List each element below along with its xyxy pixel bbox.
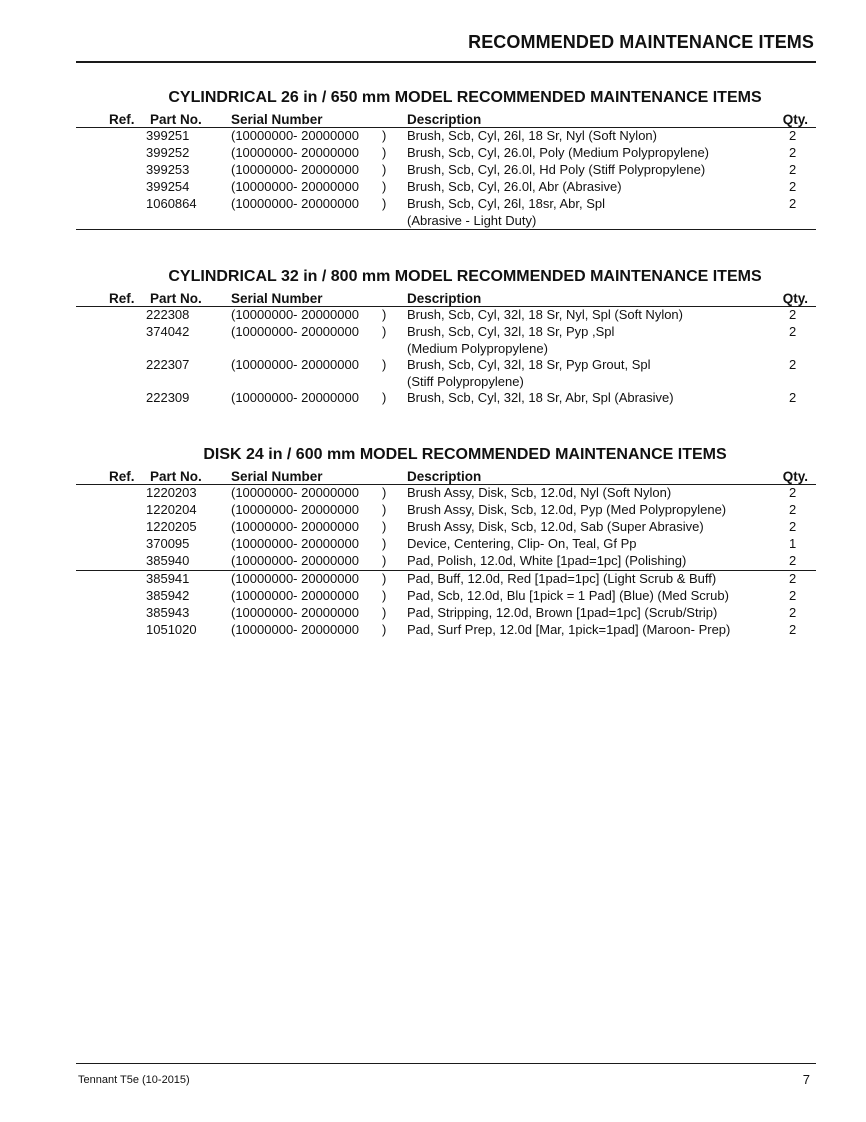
serial-close: ) <box>382 622 387 637</box>
description: Brush, Scb, Cyl, 26l, 18 Sr, Nyl (Soft Nylon) <box>407 128 657 143</box>
table-row <box>76 622 816 639</box>
part-number: 385941 <box>146 571 190 586</box>
col-part-header: Part No. <box>150 112 202 127</box>
quantity: 2 <box>789 307 797 322</box>
quantity: 2 <box>789 519 797 534</box>
table-row <box>76 307 816 324</box>
part-number: 399252 <box>146 145 190 160</box>
description-line: Brush, Scb, Cyl, 32l, 18 Sr, Pyp ,Spl <box>407 324 615 339</box>
quantity: 2 <box>789 588 797 603</box>
description-line: (Medium Polypropylene) <box>407 340 548 356</box>
section-title: CYLINDRICAL 26 in / 650 mm MODEL RECOMMENDED MAINTENANCE ITEMS <box>168 89 762 106</box>
description: Pad, Stripping, 12.0d, Brown [1pad=1pc] (Scrub/Strip) <box>407 605 718 620</box>
quantity: 2 <box>789 571 797 586</box>
description: Brush, Scb, Cyl, 32l, 18 Sr, Abr, Spl (Abrasive) <box>407 390 674 405</box>
description <box>407 324 614 357</box>
col-ref-header: Ref. <box>109 112 135 127</box>
part-number: 1220203 <box>146 485 197 500</box>
col-part-header: Part No. <box>150 291 202 306</box>
serial-range: (10000000- 20000000 <box>231 307 359 322</box>
description: Brush, Scb, Cyl, 32l, 18 Sr, Nyl, Spl (Soft Nylon) <box>407 307 683 322</box>
description-line: Brush, Scb, Cyl, 32l, 18 Sr, Pyp Grout, Spl <box>407 357 651 372</box>
col-qty-header: Qty. <box>782 112 808 127</box>
page-footer <box>76 1063 816 1094</box>
serial-range: (10000000- 20000000 <box>231 179 359 194</box>
serial-range: (10000000- 20000000 <box>231 357 359 372</box>
quantity: 2 <box>789 605 797 620</box>
table-row <box>76 145 816 162</box>
part-number: 1060864 <box>146 196 197 211</box>
description: Pad, Scb, 12.0d, Blu [1pick = 1 Pad] (Blue) (Med Scrub) <box>407 588 729 603</box>
serial-close: ) <box>382 485 387 500</box>
serial-close: ) <box>382 536 387 551</box>
part-number: 1051020 <box>146 622 197 637</box>
table-row <box>76 588 816 605</box>
part-number: 222309 <box>146 390 190 405</box>
section-cylindrical-32 <box>76 268 816 407</box>
description-line: (Stiff Polypropylene) <box>407 373 524 389</box>
part-number: 1220204 <box>146 502 197 517</box>
page-title: RECOMMENDED MAINTENANCE ITEMS <box>468 32 814 52</box>
serial-close: ) <box>382 145 387 160</box>
table-row <box>76 571 816 588</box>
serial-range: (10000000- 20000000 <box>231 196 359 211</box>
serial-close: ) <box>382 519 387 534</box>
serial-range: (10000000- 20000000 <box>231 324 359 339</box>
col-qty-header: Qty. <box>782 291 808 306</box>
serial-range: (10000000- 20000000 <box>231 605 359 620</box>
quantity: 2 <box>789 324 797 339</box>
quantity: 2 <box>789 553 797 568</box>
description: Brush Assy, Disk, Scb, 12.0d, Nyl (Soft Nylon) <box>407 485 672 500</box>
table-body <box>76 128 816 229</box>
table-row <box>76 324 816 357</box>
table-row <box>76 519 816 536</box>
col-qty-header: Qty. <box>782 469 808 484</box>
serial-close: ) <box>382 128 387 143</box>
description: Device, Centering, Clip- On, Teal, Gf Pp <box>407 536 637 551</box>
quantity: 1 <box>789 536 797 551</box>
col-desc-header: Description <box>407 469 482 484</box>
col-serial-header: Serial Number <box>231 112 323 127</box>
footer-model-date: Tennant T5e (10-2015) <box>78 1074 190 1086</box>
part-number: 370095 <box>146 536 190 551</box>
serial-close: ) <box>382 196 387 211</box>
part-number: 222308 <box>146 307 190 322</box>
description: Brush, Scb, Cyl, 26.0l, Abr (Abrasive) <box>407 179 622 194</box>
description: Brush, Scb, Cyl, 26.0l, Hd Poly (Stiff Polypropylene) <box>407 162 706 177</box>
part-number: 399251 <box>146 128 190 143</box>
table-row <box>76 357 816 390</box>
table-bottom-rule <box>76 229 816 230</box>
serial-range: (10000000- 20000000 <box>231 553 359 568</box>
table-row <box>76 162 816 179</box>
col-desc-header: Description <box>407 291 482 306</box>
table-row <box>76 605 816 622</box>
col-desc-header: Description <box>407 112 482 127</box>
table-row <box>76 179 816 196</box>
description: Brush Assy, Disk, Scb, 12.0d, Sab (Super Abrasive) <box>407 519 704 534</box>
quantity: 2 <box>789 390 797 405</box>
serial-close: ) <box>382 588 387 603</box>
table-row <box>76 502 816 519</box>
serial-close: ) <box>382 605 387 620</box>
table-body <box>76 485 816 639</box>
serial-close: ) <box>382 357 387 372</box>
table-row <box>76 553 816 570</box>
table-row <box>76 485 816 502</box>
serial-range: (10000000- 20000000 <box>231 162 359 177</box>
quantity: 2 <box>789 196 797 211</box>
description <box>407 196 605 229</box>
col-part-header: Part No. <box>150 469 202 484</box>
serial-range: (10000000- 20000000 <box>231 502 359 517</box>
description <box>407 357 651 390</box>
serial-range: (10000000- 20000000 <box>231 519 359 534</box>
col-ref-header: Ref. <box>109 469 135 484</box>
table-body <box>76 307 816 407</box>
part-number: 385940 <box>146 553 190 568</box>
quantity: 2 <box>789 128 797 143</box>
table-header <box>76 111 816 128</box>
serial-range: (10000000- 20000000 <box>231 485 359 500</box>
quantity: 2 <box>789 145 797 160</box>
serial-close: ) <box>382 179 387 194</box>
quantity: 2 <box>789 162 797 177</box>
description-line: (Abrasive - Light Duty) <box>407 212 537 228</box>
description: Pad, Buff, 12.0d, Red [1pad=1pc] (Light Scrub & Buff) <box>407 571 717 586</box>
part-number: 385942 <box>146 588 190 603</box>
part-number: 399253 <box>146 162 190 177</box>
serial-close: ) <box>382 324 387 339</box>
serial-close: ) <box>382 162 387 177</box>
description-line: Brush, Scb, Cyl, 26l, 18sr, Abr, Spl <box>407 196 605 211</box>
quantity: 2 <box>789 179 797 194</box>
quantity: 2 <box>789 622 797 637</box>
serial-close: ) <box>382 307 387 322</box>
part-number: 374042 <box>146 324 190 339</box>
table-row <box>76 196 816 229</box>
description: Brush Assy, Disk, Scb, 12.0d, Pyp (Med Polypropylene) <box>407 502 727 517</box>
col-serial-header: Serial Number <box>231 469 323 484</box>
part-number: 399254 <box>146 179 190 194</box>
description: Pad, Surf Prep, 12.0d [Mar, 1pick=1pad] (Maroon- Prep) <box>407 622 731 637</box>
serial-close: ) <box>382 571 387 586</box>
serial-range: (10000000- 20000000 <box>231 571 359 586</box>
table-header <box>76 468 816 485</box>
section-title: DISK 24 in / 600 mm MODEL RECOMMENDED MAINTENANCE ITEMS <box>203 446 727 463</box>
serial-range: (10000000- 20000000 <box>231 128 359 143</box>
serial-range: (10000000- 20000000 <box>231 622 359 637</box>
description: Brush, Scb, Cyl, 26.0l, Poly (Medium Polypropylene) <box>407 145 710 160</box>
page-number: 7 <box>802 1072 810 1087</box>
quantity: 2 <box>789 357 797 372</box>
section-disk-24 <box>76 446 816 639</box>
table-row <box>76 128 816 145</box>
quantity: 2 <box>789 502 797 517</box>
serial-close: ) <box>382 502 387 517</box>
table-row <box>76 536 816 553</box>
part-number: 385943 <box>146 605 190 620</box>
serial-close: ) <box>382 553 387 568</box>
col-ref-header: Ref. <box>109 291 135 306</box>
serial-range: (10000000- 20000000 <box>231 145 359 160</box>
serial-range: (10000000- 20000000 <box>231 588 359 603</box>
section-title: CYLINDRICAL 32 in / 800 mm MODEL RECOMMENDED MAINTENANCE ITEMS <box>168 268 762 285</box>
serial-range: (10000000- 20000000 <box>231 390 359 405</box>
table-row <box>76 390 816 407</box>
serial-range: (10000000- 20000000 <box>231 536 359 551</box>
part-number: 222307 <box>146 357 190 372</box>
page-header <box>76 31 816 63</box>
table-header <box>76 290 816 307</box>
serial-close: ) <box>382 390 387 405</box>
part-number: 1220205 <box>146 519 197 534</box>
quantity: 2 <box>789 485 797 500</box>
col-serial-header: Serial Number <box>231 291 323 306</box>
description: Pad, Polish, 12.0d, White [1pad=1pc] (Polishing) <box>407 553 687 568</box>
section-cylindrical-26 <box>76 89 816 230</box>
